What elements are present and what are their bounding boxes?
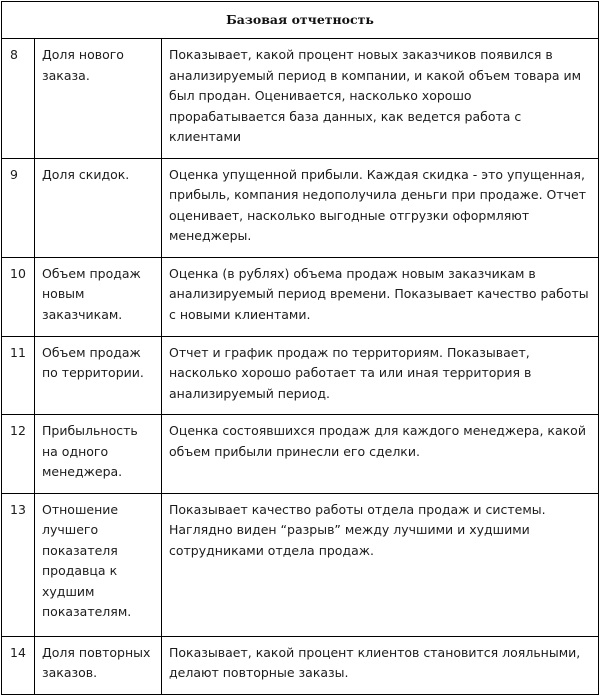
row-number: 14 xyxy=(2,636,35,694)
table-row xyxy=(2,158,599,257)
row-number: 12 xyxy=(2,415,35,494)
metric-description: Оценка упущенной прибыли. Каждая скидка - это упущенная, прибыль, компания недополучила деньги при продаже. Отчет оценивает, насколько выгодные отгрузки оформляют менеджеры. xyxy=(162,158,599,257)
table-row xyxy=(2,415,599,494)
metric-description: Оценка состоявшихся продаж для каждого менеджера, какой объем прибыли принесли его сделки. xyxy=(162,415,599,494)
table-row xyxy=(2,493,599,636)
metric-description: Оценка (в рублях) объема продаж новым заказчикам в анализируемый период времени. Показывает качество работы с новыми клиентами. xyxy=(162,257,599,336)
table-row xyxy=(2,257,599,336)
metric-name: Прибыльность на одного менеджера. xyxy=(35,415,162,494)
table-row xyxy=(2,636,599,694)
metric-description: Отчет и график продаж по территориям. Показывает, насколько хорошо работает та или иная территория в анализируемый период. xyxy=(162,336,599,415)
row-number: 11 xyxy=(2,336,35,415)
metric-name: Объем продаж новым заказчикам. xyxy=(35,257,162,336)
metric-name: Доля скидок. xyxy=(35,158,162,257)
metric-name: Доля повторных заказов. xyxy=(35,636,162,694)
metric-name: Объем продаж по территории. xyxy=(35,336,162,415)
metric-description: Показывает, какой процент новых заказчиков появился в анализируемый период в компании, и какой объем товара им был продан. Оценивается, насколько хорошо прорабатывается база данных, как ведется работа с клиентами xyxy=(162,39,599,159)
table-row xyxy=(2,336,599,415)
metric-name: Отношение лучшего показателя продавца к худшим показателям. xyxy=(35,493,162,636)
metric-name: Доля нового заказа. xyxy=(35,39,162,159)
base-reporting-table xyxy=(1,1,599,695)
metric-description: Показывает, какой процент клиентов становится лояльными, делают повторные заказы. xyxy=(162,636,599,694)
row-number: 8 xyxy=(2,39,35,159)
table-header-row xyxy=(2,2,599,39)
row-number: 10 xyxy=(2,257,35,336)
metric-description: Показывает качество работы отдела продаж и системы. Наглядно виден “разрыв” между лучшими и худшими сотрудниками отдела продаж. xyxy=(162,493,599,636)
table-title: Базовая отчетность xyxy=(2,2,599,39)
row-number: 13 xyxy=(2,493,35,636)
table-row xyxy=(2,39,599,159)
row-number: 9 xyxy=(2,158,35,257)
